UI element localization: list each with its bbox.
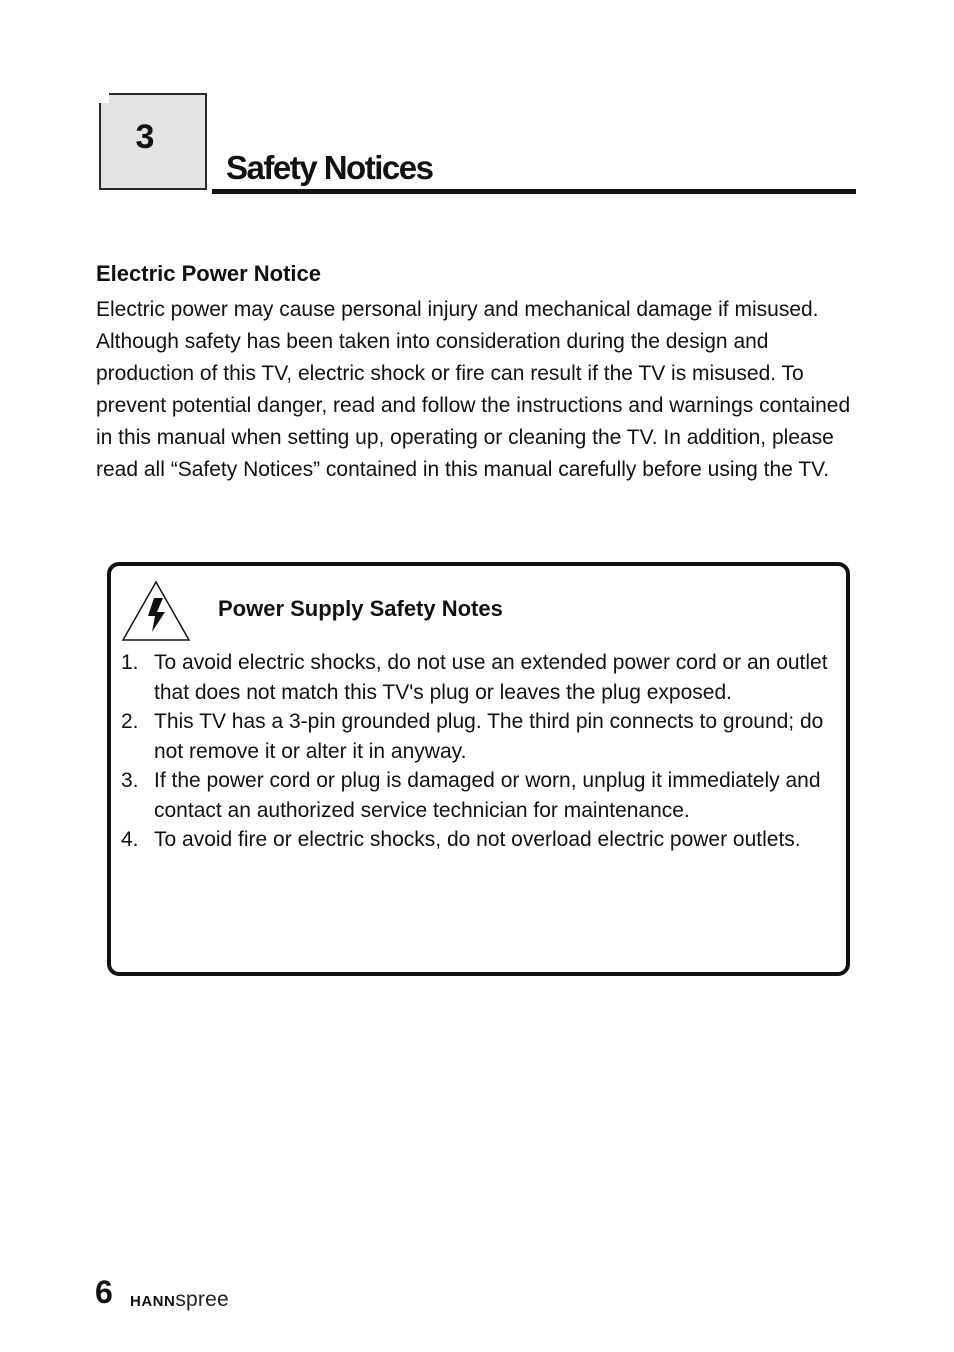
chapter-number: 3: [135, 118, 155, 156]
list-item: [121, 825, 836, 855]
section-paragraph: Electric power may cause personal injury and mechanical damage if misused. Although safety has been taken into consideration during the design and production of this TV, electric shock or fire can result if the TV is misused. To prevent potential danger, read and follow the instructions and warnings contained in this manual when setting up, operating or cleaning the TV. In addition, please read all “Safety Notices” contained in this manual carefully before using the TV.: [96, 298, 851, 481]
page-number: 6: [95, 1274, 113, 1310]
list-item-number: 3.: [121, 769, 139, 792]
list-item: [121, 707, 836, 766]
safety-notes-list: [121, 648, 836, 855]
section-heading: Electric Power Notice: [96, 261, 321, 286]
section-body: [96, 294, 866, 486]
list-item-number: 4.: [121, 828, 139, 851]
list-item-text: To avoid fire or electric shocks, do not overload electric power outlets.: [154, 828, 801, 851]
chapter-tab-notch: [97, 91, 109, 103]
notice-heading: Power Supply Safety Notes: [218, 596, 503, 621]
list-item-text: If the power cord or plug is damaged or worn, unplug it immediately and contact an authorized service technician for maintenance.: [154, 769, 821, 822]
list-item: [121, 648, 836, 707]
list-item-text: This TV has a 3-pin grounded plug. The third pin connects to ground; do not remove it or alter it in anyway.: [154, 710, 824, 763]
brand-logo-strong: HANN: [130, 1293, 176, 1310]
list-item-text: To avoid electric shocks, do not use an extended power cord or an outlet that does not match this TV's plug or leaves the plug exposed.: [154, 651, 828, 704]
brand-logo-light: spree: [175, 1288, 229, 1311]
list-item: [121, 766, 836, 825]
page-title: Safety Notices: [226, 149, 433, 186]
list-item-number: 2.: [121, 710, 139, 733]
electric-hazard-warning-icon: [121, 580, 191, 642]
brand-logo: [130, 1288, 229, 1312]
list-item-number: 1.: [121, 651, 139, 674]
title-rule: [212, 189, 856, 194]
